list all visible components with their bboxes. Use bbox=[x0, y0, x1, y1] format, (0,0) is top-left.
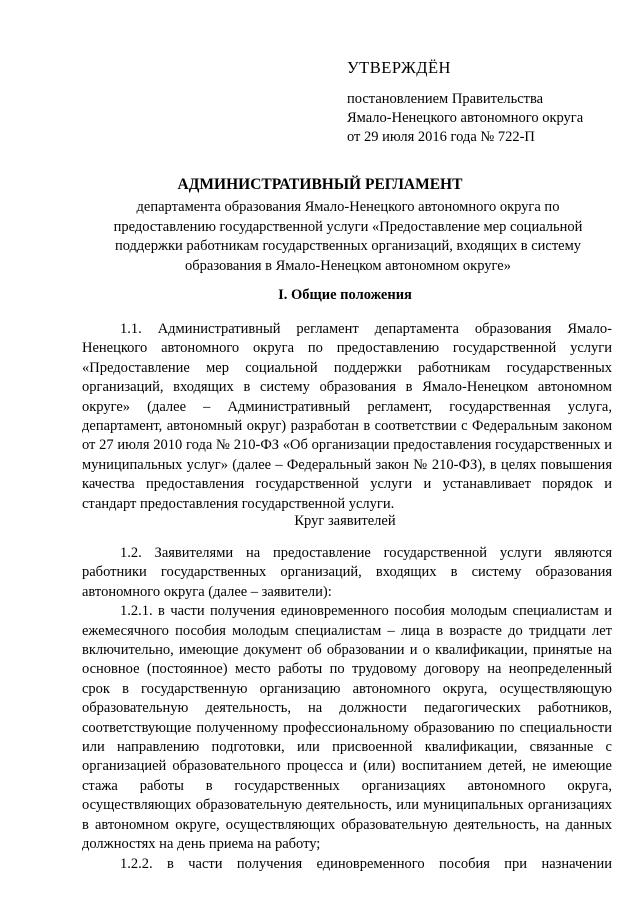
document-subtitle bbox=[88, 198, 608, 276]
approval-details bbox=[347, 90, 627, 147]
approval-line: от 29 июля 2016 года № 722-П bbox=[347, 129, 535, 145]
paragraph-1-2-1: 1.2.1. в части получения единовременного пособия молодым специалистам и ежемесячного пособия молодым специалистам – лица в возрасте до тридцати лет включительно, имеющие документ об образовании и о квалификации, принятые на основное (постоянное) место работы по трудовому договору на неопределенный срок в государственную организацию автономного округа, осуществляющую образовательную деятельность, на должности педагогических работников, соответствующие полученному профессиональному образованию по специальности или направлению подготовки, или присвоенной квалификации, связанные с организацией образовательного процесса и (или) воспитанием детей, не имеющие стажа работы в государственных организациях автономного округа, осуществляющих образовательную деятельность, или муниципальных организациях в автономном округе, осуществляющих образовательную деятельность, на данных должностях на день приема на работу; bbox=[82, 603, 612, 853]
subtitle-line: предоставлению государственной услуги «Предоставление мер социальной bbox=[113, 218, 583, 235]
approval-line: Ямало-Ненецкого автономного округа bbox=[347, 110, 584, 126]
subtitle-line: образования в Ямало-Ненецком автономном округе» bbox=[185, 257, 511, 274]
approval-stamp bbox=[347, 58, 627, 147]
approval-line: постановлением Правительства bbox=[347, 91, 544, 107]
subtitle-line: поддержки работникам государственных организаций, входящих в систему bbox=[114, 238, 582, 254]
paragraph-block-1-2 bbox=[82, 544, 612, 874]
approval-title: УТВЕРЖДЁН bbox=[347, 58, 451, 77]
paragraph-block-1-1 bbox=[82, 320, 612, 514]
paragraph-1-1: 1.1. Административный регламент департамента образования Ямало-Ненецкого автономного округа по предоставлению государственной услуги «Предоставление мер социальной поддержки работникам государственных организаций, входящих в систему образования в Ямало-Ненецком автономном округе» (далее – Административный регламент, государственная услуга, департамент, автономный округ) разработан в соответствии с Федеральным законом от 27 июля 2010 года № 210-ФЗ «Об организации предоставления государственных и муниципальных услуг» (далее – Федеральный закон № 210-ФЗ), в целях повышения качества предоставления государственной услуги и устанавливает порядок и стандарт предоставления государственной услуги. bbox=[82, 321, 612, 512]
paragraph-1-2: 1.2. Заявителями на предоставление государственной услуги являются работники государственных организаций, входящих в систему образования автономного округа (далее – заявители): bbox=[82, 545, 612, 600]
document-title: АДМИНИСТРАТИВНЫЙ РЕГЛАМЕНТ bbox=[177, 176, 463, 193]
subtitle-line: департамента образования Ямало-Ненецкого автономного округа по bbox=[136, 199, 560, 215]
section-heading: I. Общие положения bbox=[278, 287, 412, 303]
paragraph-1-2-2: 1.2.2. в части получения единовременного пособия при назначении bbox=[120, 855, 612, 872]
subheading-applicants: Круг заявителей bbox=[294, 513, 396, 529]
